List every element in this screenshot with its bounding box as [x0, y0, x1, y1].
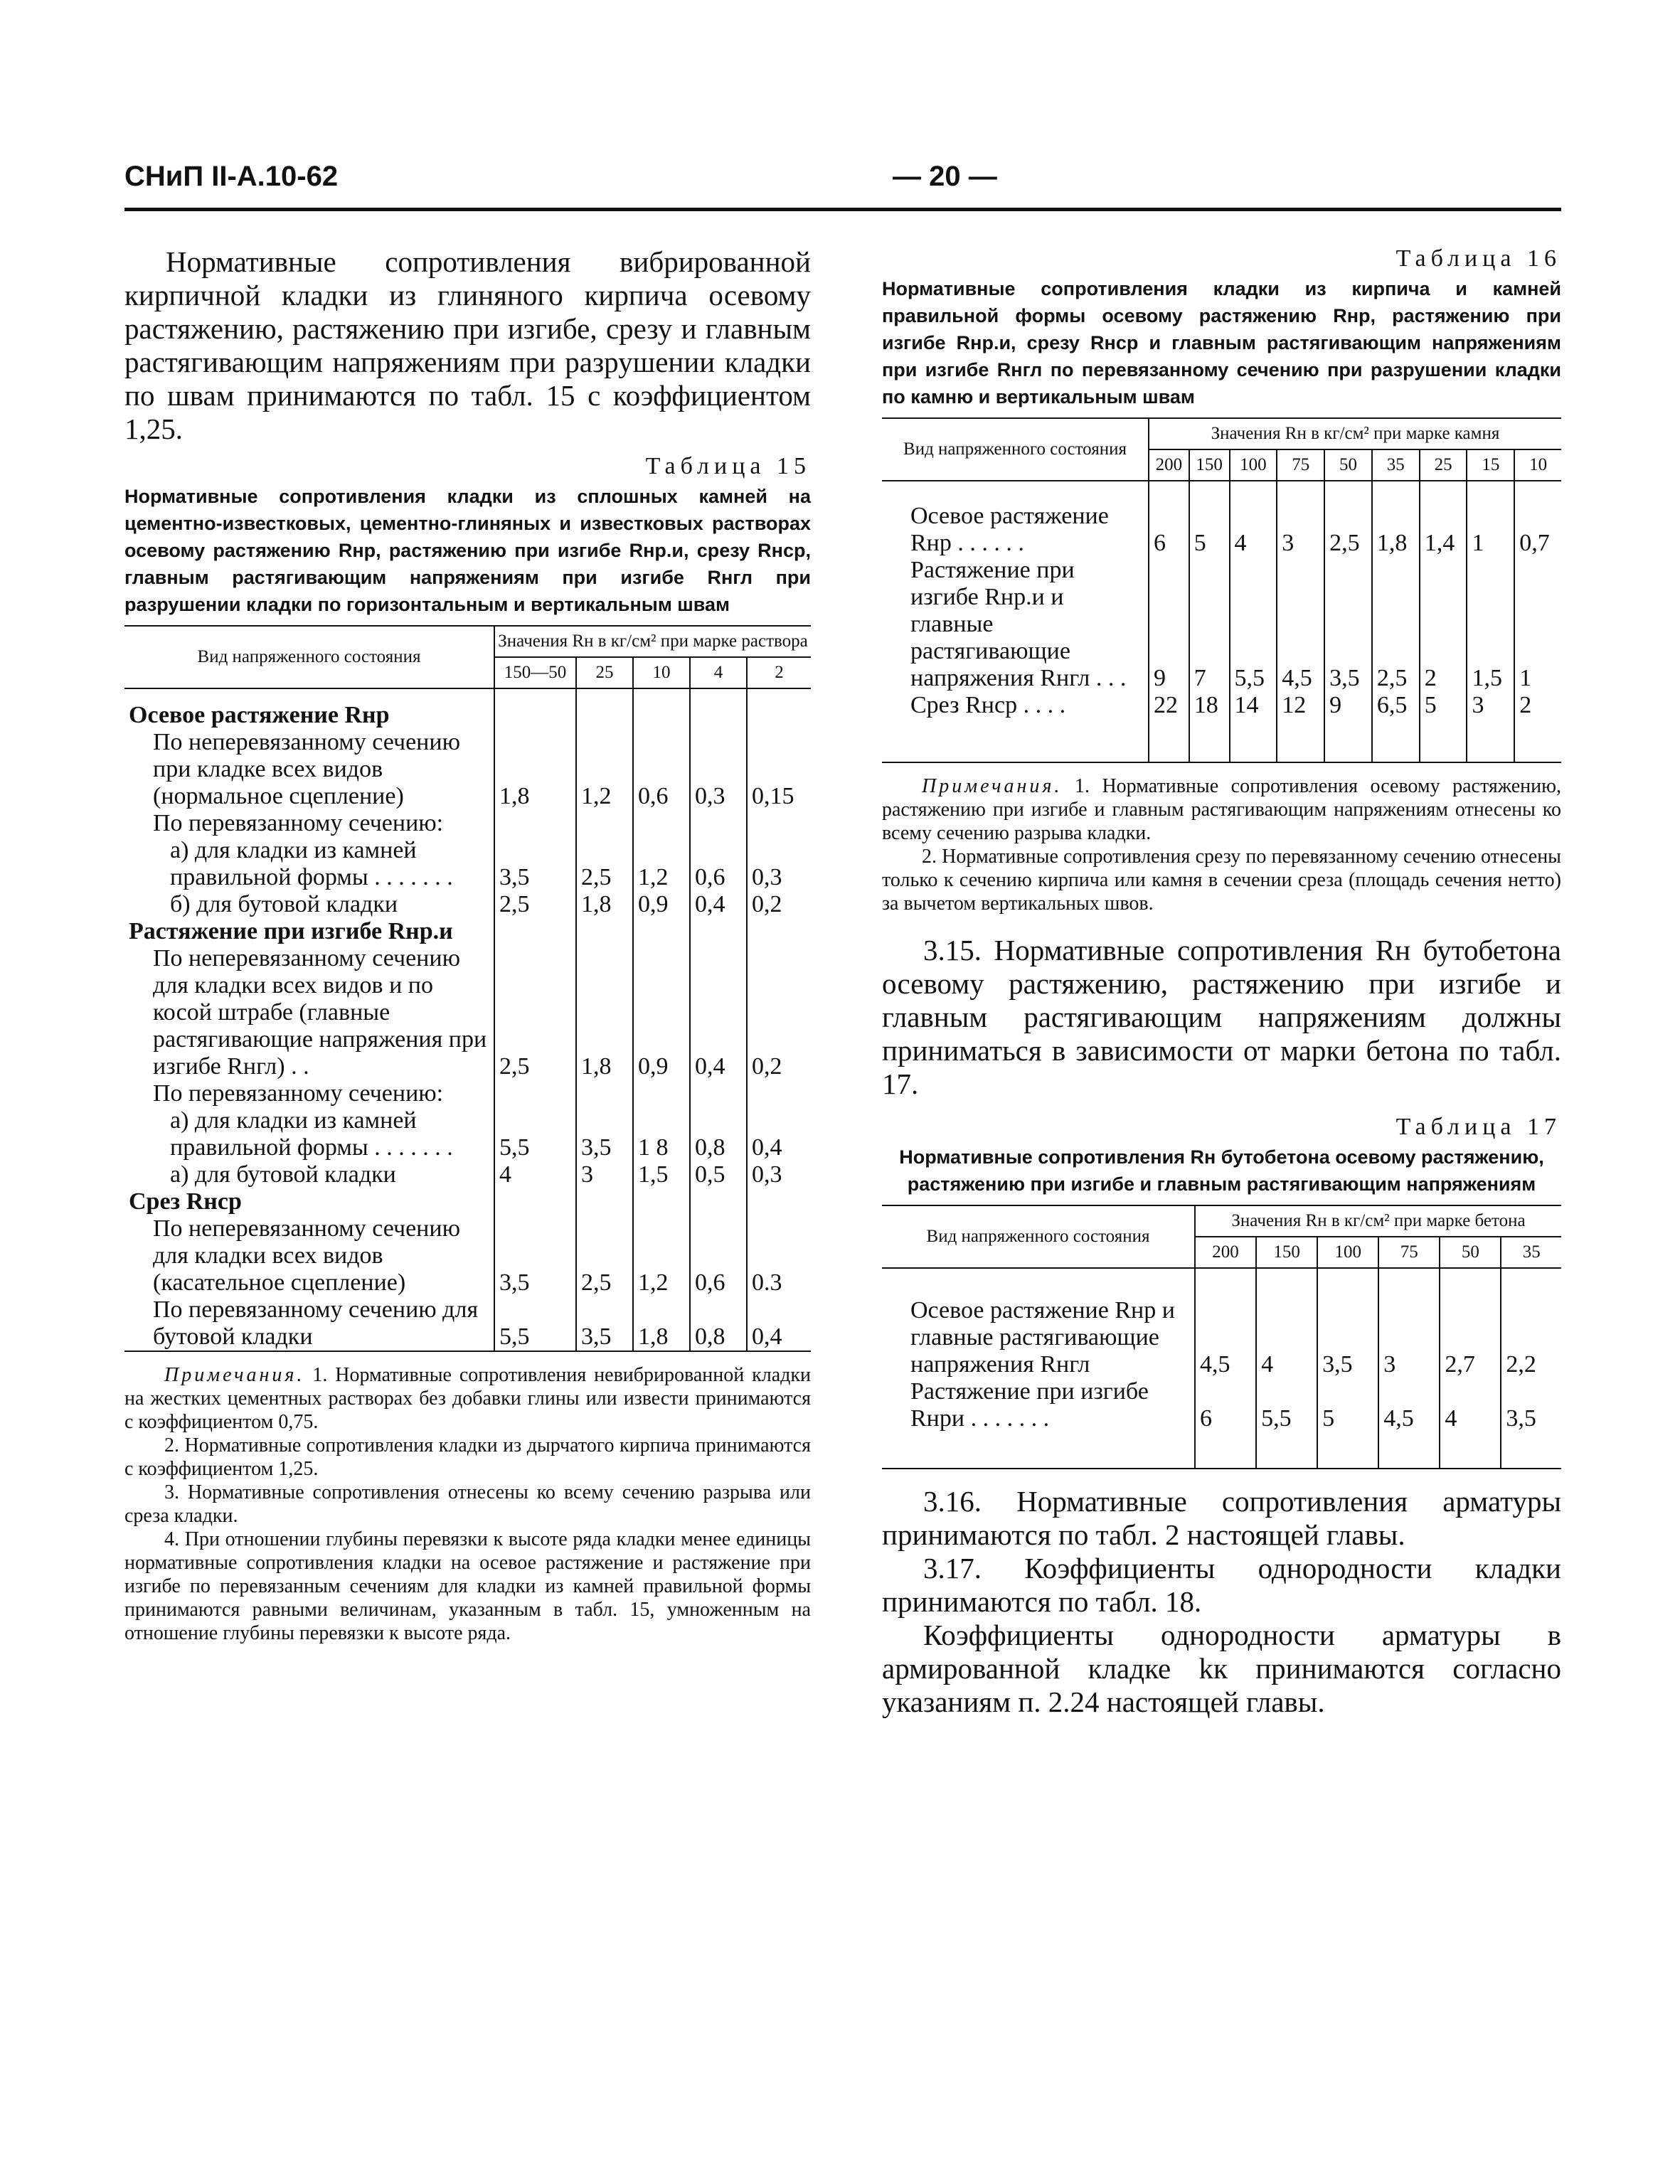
table16-mark: 50 [1324, 449, 1372, 481]
table15-row-label: По перевязанному сечению: [153, 1080, 444, 1107]
table17-mark: 35 [1501, 1237, 1561, 1268]
table15-cell: 2,5 [576, 1215, 633, 1296]
table15-cell: 0,3 [747, 837, 811, 891]
table15-cell: 4 [494, 1161, 576, 1188]
table16-cell: 22 [1149, 692, 1189, 762]
table17-mark: 50 [1440, 1237, 1501, 1268]
table17-head-values: Значения Rн в кг/см² при марке бетона [1195, 1205, 1561, 1237]
table16-cell: 6,5 [1372, 692, 1420, 762]
table16-cell: 1,5 [1467, 557, 1514, 692]
table17-cell: 4 [1440, 1378, 1501, 1469]
table17 [882, 1205, 1561, 1469]
table16-cell: 2,5 [1372, 557, 1420, 692]
table17-cell: 2,2 [1501, 1268, 1561, 1378]
notes-title: Примечания. [164, 1364, 305, 1386]
paragraph-3-15: 3.15. Нормативные сопротивления Rн бутобетона осевому растяжению, растяжению при изгибе и главным растягивающим напряжениям должны приниматься в зависимости от марки бетона по табл. 17. [882, 934, 1561, 1100]
note-text: 1. Нормативные сопротивления невибрированной кладки на жестких цементных растворах без добавки глины или извести принимаются с коэффициентом 0,75. [124, 1364, 811, 1433]
table15 [124, 625, 811, 1352]
table15-mark: 25 [576, 657, 633, 688]
table15-cell: 3,5 [494, 837, 576, 891]
table16-cell: 14 [1230, 692, 1277, 762]
table17-cell: 2,7 [1440, 1268, 1501, 1378]
table16-label: Таблица 16 [1395, 245, 1561, 272]
table15-cell: 0,4 [747, 1107, 811, 1161]
header-rule [124, 208, 1561, 211]
table15-cell: 0,2 [747, 891, 811, 918]
table15-head-values: Значения Rн в кг/см² при марке раствора [494, 626, 811, 657]
table16-cell: 5 [1189, 481, 1230, 557]
table16-cell: 9 [1324, 692, 1372, 762]
notes-title: Примечания. [922, 775, 1063, 797]
table16-mark: 150 [1189, 449, 1230, 481]
table16-cell: 12 [1277, 692, 1324, 762]
table15-cell: 2,5 [494, 945, 576, 1080]
table15-cell: 1,8 [576, 891, 633, 918]
table15-cell: 0,6 [690, 1215, 747, 1296]
table15-head-type: Вид напряженного состояния [124, 626, 494, 688]
table17-cell: 4 [1256, 1268, 1317, 1378]
table15-cell: 0.3 [747, 1215, 811, 1296]
table15-cell: 3,5 [576, 1296, 633, 1351]
table17-cell: 4,5 [1378, 1378, 1440, 1469]
table17-cell: 5,5 [1256, 1378, 1317, 1469]
table16-head-values: Значения Rн в кг/см² при марке камня [1149, 418, 1561, 449]
table15-cell: 0,8 [690, 1107, 747, 1161]
table15-cell: 0,2 [747, 945, 811, 1080]
table16-head-type: Вид напряженного состояния [882, 418, 1149, 481]
table15-cell: 0,15 [747, 729, 811, 810]
page-number: — 20 — [893, 161, 997, 192]
table16-mark: 10 [1514, 449, 1561, 481]
table17-caption: Нормативные сопротивления Rн бутобетона осевому растяжению, растяжению при изгибе и главным растягивающим напряжениям [899, 1146, 1544, 1195]
table16-cell: 3 [1467, 692, 1514, 762]
table16-row-label: Срез Rнср . . . . [882, 692, 1149, 762]
table17-mark: 200 [1195, 1237, 1256, 1268]
table16-mark: 75 [1277, 449, 1324, 481]
table16-notes [882, 774, 1561, 915]
table16-mark: 35 [1372, 449, 1420, 481]
table15-row-label: По перевязанному сечению для бутовой кладки [124, 1296, 494, 1351]
table16-cell: 3,5 [1324, 557, 1372, 692]
intro-paragraph: Нормативные сопротивления вибрированной кирпичной кладки из глиняного кирпича осевому растяжению, растяжению при изгибе, срезу и главным растягивающим напряжениям при разрушении кладки по швам принимаются по табл. 15 с коэффициентом 1,25. [124, 245, 811, 445]
table15-row-label: По неперевязанному сечению при кладке всех видов (нормальное сцепление) [153, 729, 460, 809]
table15-row-label: а) для кладки из камней правильной формы . . . . . . . [170, 837, 453, 890]
table17-cell: 3,5 [1317, 1268, 1378, 1378]
paragraph-3-17: 3.17. Коэффициенты однородности кладки принимаются по табл. 18. [882, 1552, 1561, 1618]
table15-cell: 1,2 [633, 1215, 690, 1296]
table17-cell: 4,5 [1195, 1268, 1256, 1378]
table16-cell: 5,5 [1230, 557, 1277, 692]
table16-cell: 1,4 [1420, 481, 1467, 557]
table15-cell: 1,2 [576, 729, 633, 810]
note-text: 2. Нормативные сопротивления кладки из дырчатого кирпича принимаются с коэффициентом 1,25. [124, 1434, 811, 1480]
note-text: 2. Нормативные сопротивления срезу по перевязанному сечению отнесены только к сечению кирпича или камня в сечении среза (площадь сечения нетто) за вычетом вертикальных швов. [882, 846, 1561, 915]
table15-cell: 0,3 [690, 729, 747, 810]
table15-label: Таблица 15 [645, 453, 811, 479]
table16-cell: 4 [1230, 481, 1277, 557]
table16-cell: 9 [1149, 557, 1189, 692]
table15-mark: 10 [633, 657, 690, 688]
table15-section-shear: Срез Rнср [129, 1188, 242, 1215]
table16-cell: 7 [1189, 557, 1230, 692]
left-column [124, 245, 811, 1645]
table17-row-label: Осевое растяжение Rнр и главные растягивающие напряжения Rнгл [882, 1268, 1195, 1378]
table15-cell: 0,4 [690, 945, 747, 1080]
table15-cell: 1,8 [576, 945, 633, 1080]
table15-cell: 3,5 [494, 1215, 576, 1296]
table17-cell: 6 [1195, 1378, 1256, 1469]
table15-cell: 0,8 [690, 1296, 747, 1351]
table15-cell: 2,5 [576, 837, 633, 891]
table16-cell: 1 [1514, 557, 1561, 692]
table15-cell: 5,5 [494, 1296, 576, 1351]
right-column [882, 245, 1561, 1719]
document-code: СНиП II-А.10-62 [124, 161, 339, 192]
table16-caption: Нормативные сопротивления кладки из кирпича и камней правильной формы осевому растяжению Rнр, растяжению при изгибе Rнр.и, срезу Rнср и главным растягивающим напряжениям при изгибе Rнгл по перевязанному сечению при разрушении кладки по камню и вертикальным швам [882, 278, 1561, 407]
table15-cell: 3 [576, 1161, 633, 1188]
table15-cell: 0,6 [633, 729, 690, 810]
table15-row-label: По неперевязанному сечению для кладки всех видов и по косой штрабе (главные растягивающие напряжения при изгибе Rнгл) . . [153, 945, 487, 1080]
table15-cell: 1 8 [633, 1107, 690, 1161]
table16-mark: 100 [1230, 449, 1277, 481]
table15-cell: 0,5 [690, 1161, 747, 1188]
table17-cell: 3 [1378, 1268, 1440, 1378]
table15-cell: 3,5 [576, 1107, 633, 1161]
paragraph-3-16: 3.16. Нормативные сопротивления арматуры принимаются по табл. 2 настоящей главы. [882, 1485, 1561, 1551]
note-text: 4. При отношении глубины перевязки к высоте ряда кладки менее единицы нормативные сопротивления кладки на осевое растяжение и растяжение при изгибе по перевязанным сечениям для кладки из камней правильной формы принимаются равными величинам, указанным в табл. 15, умноженным на отношение глубины перевязки к высоте ряда. [124, 1528, 811, 1644]
table17-mark: 100 [1317, 1237, 1378, 1268]
table17-mark: 150 [1256, 1237, 1317, 1268]
table15-row-label: а) для кладки из камней правильной формы . . . . . . . [170, 1107, 453, 1161]
table17-row-label: Растяжение при изгибе Rнри . . . . . . . [882, 1378, 1195, 1469]
table16 [882, 417, 1561, 763]
table15-cell: 1,8 [633, 1296, 690, 1351]
note-text: 1. Нормативные сопротивления осевому растяжению, растяжению при изгибе и главным растягивающим напряжениям отнесены ко всему сечению разрыва кладки. [882, 775, 1562, 844]
table16-mark: 25 [1420, 449, 1467, 481]
table15-cell: 0,9 [633, 945, 690, 1080]
table16-cell: 4,5 [1277, 557, 1324, 692]
table16-cell: 0,7 [1514, 481, 1561, 557]
note-text: 3. Нормативные сопротивления отнесены ко всему сечению разрыва или среза кладки. [124, 1481, 811, 1527]
table16-cell: 2,5 [1324, 481, 1372, 557]
table15-cell: 0,4 [747, 1296, 811, 1351]
table17-label: Таблица 17 [1395, 1114, 1561, 1140]
table16-row-label: Осевое растяжение Rнр . . . . . . [882, 481, 1149, 557]
table16-cell: 6 [1149, 481, 1189, 557]
paragraph-reinforcement: Коэффициенты однородности арматуры в армированной кладке kк принимаются согласно указаниям п. 2.24 настоящей главы. [882, 1619, 1561, 1718]
table16-cell: 3 [1277, 481, 1324, 557]
table15-mark: 150—50 [494, 657, 576, 688]
table15-cell: 0,6 [690, 837, 747, 891]
table15-row-label: а) для бутовой кладки [170, 1161, 396, 1188]
table16-cell: 1,8 [1372, 481, 1420, 557]
table16-row-label: Растяжение при изгибе Rнр.и и главные растягивающие напряжения Rнгл . . . [910, 557, 1127, 691]
table16-mark: 15 [1467, 449, 1514, 481]
table15-cell: 2,5 [494, 891, 576, 918]
table15-cell: 0,3 [747, 1161, 811, 1188]
table17-cell: 3,5 [1501, 1378, 1561, 1469]
table16-cell: 5 [1420, 692, 1467, 762]
table15-section-bend: Растяжение при изгибе Rнр.и [129, 918, 453, 944]
table15-section-axial: Осевое растяжение Rнр [124, 688, 494, 729]
table15-cell: 0,9 [633, 891, 690, 918]
table17-head-type: Вид напряженного состояния [882, 1205, 1195, 1268]
table15-mark: 4 [690, 657, 747, 688]
table15-row-label: б) для бутовой кладки [170, 891, 398, 917]
table15-notes [124, 1363, 811, 1645]
table16-cell: 1 [1467, 481, 1514, 557]
table15-cell: 1,5 [633, 1161, 690, 1188]
table17-mark: 75 [1378, 1237, 1440, 1268]
table16-cell: 2 [1514, 692, 1561, 762]
table15-caption: Нормативные сопротивления кладки из сплошных камней на цементно-известковых, цементно-глиняных и известковых растворах осевому растяжению Rнр, растяжению при изгибе Rнр.и, срезу Rнср, главным растягивающим напряжениям при изгибе Rнгл при разрушении кладки по горизонтальным и вертикальным швам [124, 486, 811, 615]
table15-cell: 1,2 [633, 837, 690, 891]
table15-cell: 0,4 [690, 891, 747, 918]
table16-cell: 2 [1420, 557, 1467, 692]
page-header [124, 161, 1561, 203]
table17-cell: 5 [1317, 1378, 1378, 1469]
table16-mark: 200 [1149, 449, 1189, 481]
table15-cell: 5,5 [494, 1107, 576, 1161]
table15-row-label: По неперевязанному сечению для кладки всех видов (касательное сцепление) [153, 1215, 460, 1296]
table15-mark: 2 [747, 657, 811, 688]
table15-row-label: По перевязанному сечению: [153, 810, 444, 836]
table16-cell: 18 [1189, 692, 1230, 762]
table15-cell: 1,8 [494, 729, 576, 810]
